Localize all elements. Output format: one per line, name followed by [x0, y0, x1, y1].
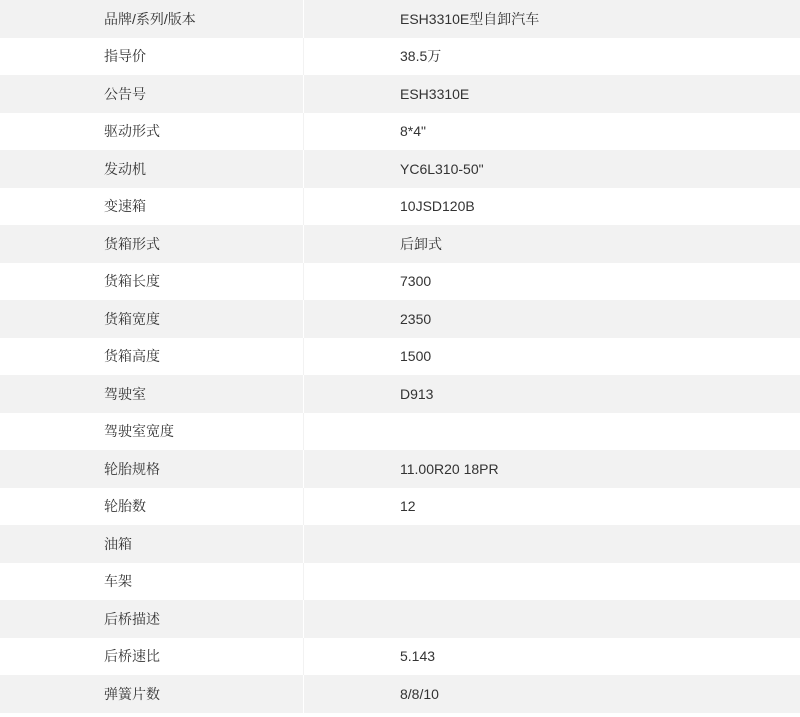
spec-label: 货箱高度	[0, 338, 304, 376]
spec-label: 发动机	[0, 150, 304, 188]
spec-label: 品牌/系列/版本	[0, 0, 304, 38]
table-row	[0, 450, 800, 488]
spec-label: 弹簧片数	[0, 675, 304, 713]
spec-value: 1500	[304, 338, 800, 376]
table-row	[0, 225, 800, 263]
spec-label: 油箱	[0, 525, 304, 563]
spec-label: 货箱长度	[0, 263, 304, 301]
spec-value: 11.00R20 18PR	[304, 450, 800, 488]
spec-label: 变速箱	[0, 188, 304, 226]
spec-value: 5.143	[304, 638, 800, 676]
spec-value	[304, 600, 800, 638]
table-row	[0, 675, 800, 713]
spec-value	[304, 413, 800, 451]
table-row	[0, 600, 800, 638]
spec-label: 轮胎规格	[0, 450, 304, 488]
table-row	[0, 188, 800, 226]
spec-value: 8/8/10	[304, 675, 800, 713]
spec-value: 12	[304, 488, 800, 526]
table-row	[0, 150, 800, 188]
spec-value: 7300	[304, 263, 800, 301]
table-row	[0, 563, 800, 601]
spec-label: 指导价	[0, 38, 304, 76]
spec-label: 车架	[0, 563, 304, 601]
table-row	[0, 413, 800, 451]
spec-label: 驾驶室宽度	[0, 413, 304, 451]
table-row	[0, 338, 800, 376]
table-row	[0, 75, 800, 113]
spec-value: 后卸式	[304, 225, 800, 263]
spec-value: 38.5万	[304, 38, 800, 76]
spec-value	[304, 525, 800, 563]
spec-label: 轮胎数	[0, 488, 304, 526]
spec-value: 10JSD120B	[304, 188, 800, 226]
spec-value: ESH3310E	[304, 75, 800, 113]
spec-value: ESH3310E型自卸汽车	[304, 0, 800, 38]
table-row	[0, 488, 800, 526]
table-row	[0, 263, 800, 301]
spec-label: 公告号	[0, 75, 304, 113]
spec-value: 2350	[304, 300, 800, 338]
spec-label: 货箱形式	[0, 225, 304, 263]
spec-label: 后桥描述	[0, 600, 304, 638]
spec-label: 后桥速比	[0, 638, 304, 676]
spec-value	[304, 563, 800, 601]
table-row	[0, 638, 800, 676]
spec-value: D913	[304, 375, 800, 413]
spec-label: 货箱宽度	[0, 300, 304, 338]
table-row	[0, 113, 800, 151]
table-row	[0, 525, 800, 563]
table-row	[0, 0, 800, 38]
table-row	[0, 375, 800, 413]
spec-value: YC6L310-50"	[304, 150, 800, 188]
spec-value: 8*4"	[304, 113, 800, 151]
table-row	[0, 38, 800, 76]
spec-label: 驱动形式	[0, 113, 304, 151]
spec-label: 驾驶室	[0, 375, 304, 413]
table-row	[0, 300, 800, 338]
